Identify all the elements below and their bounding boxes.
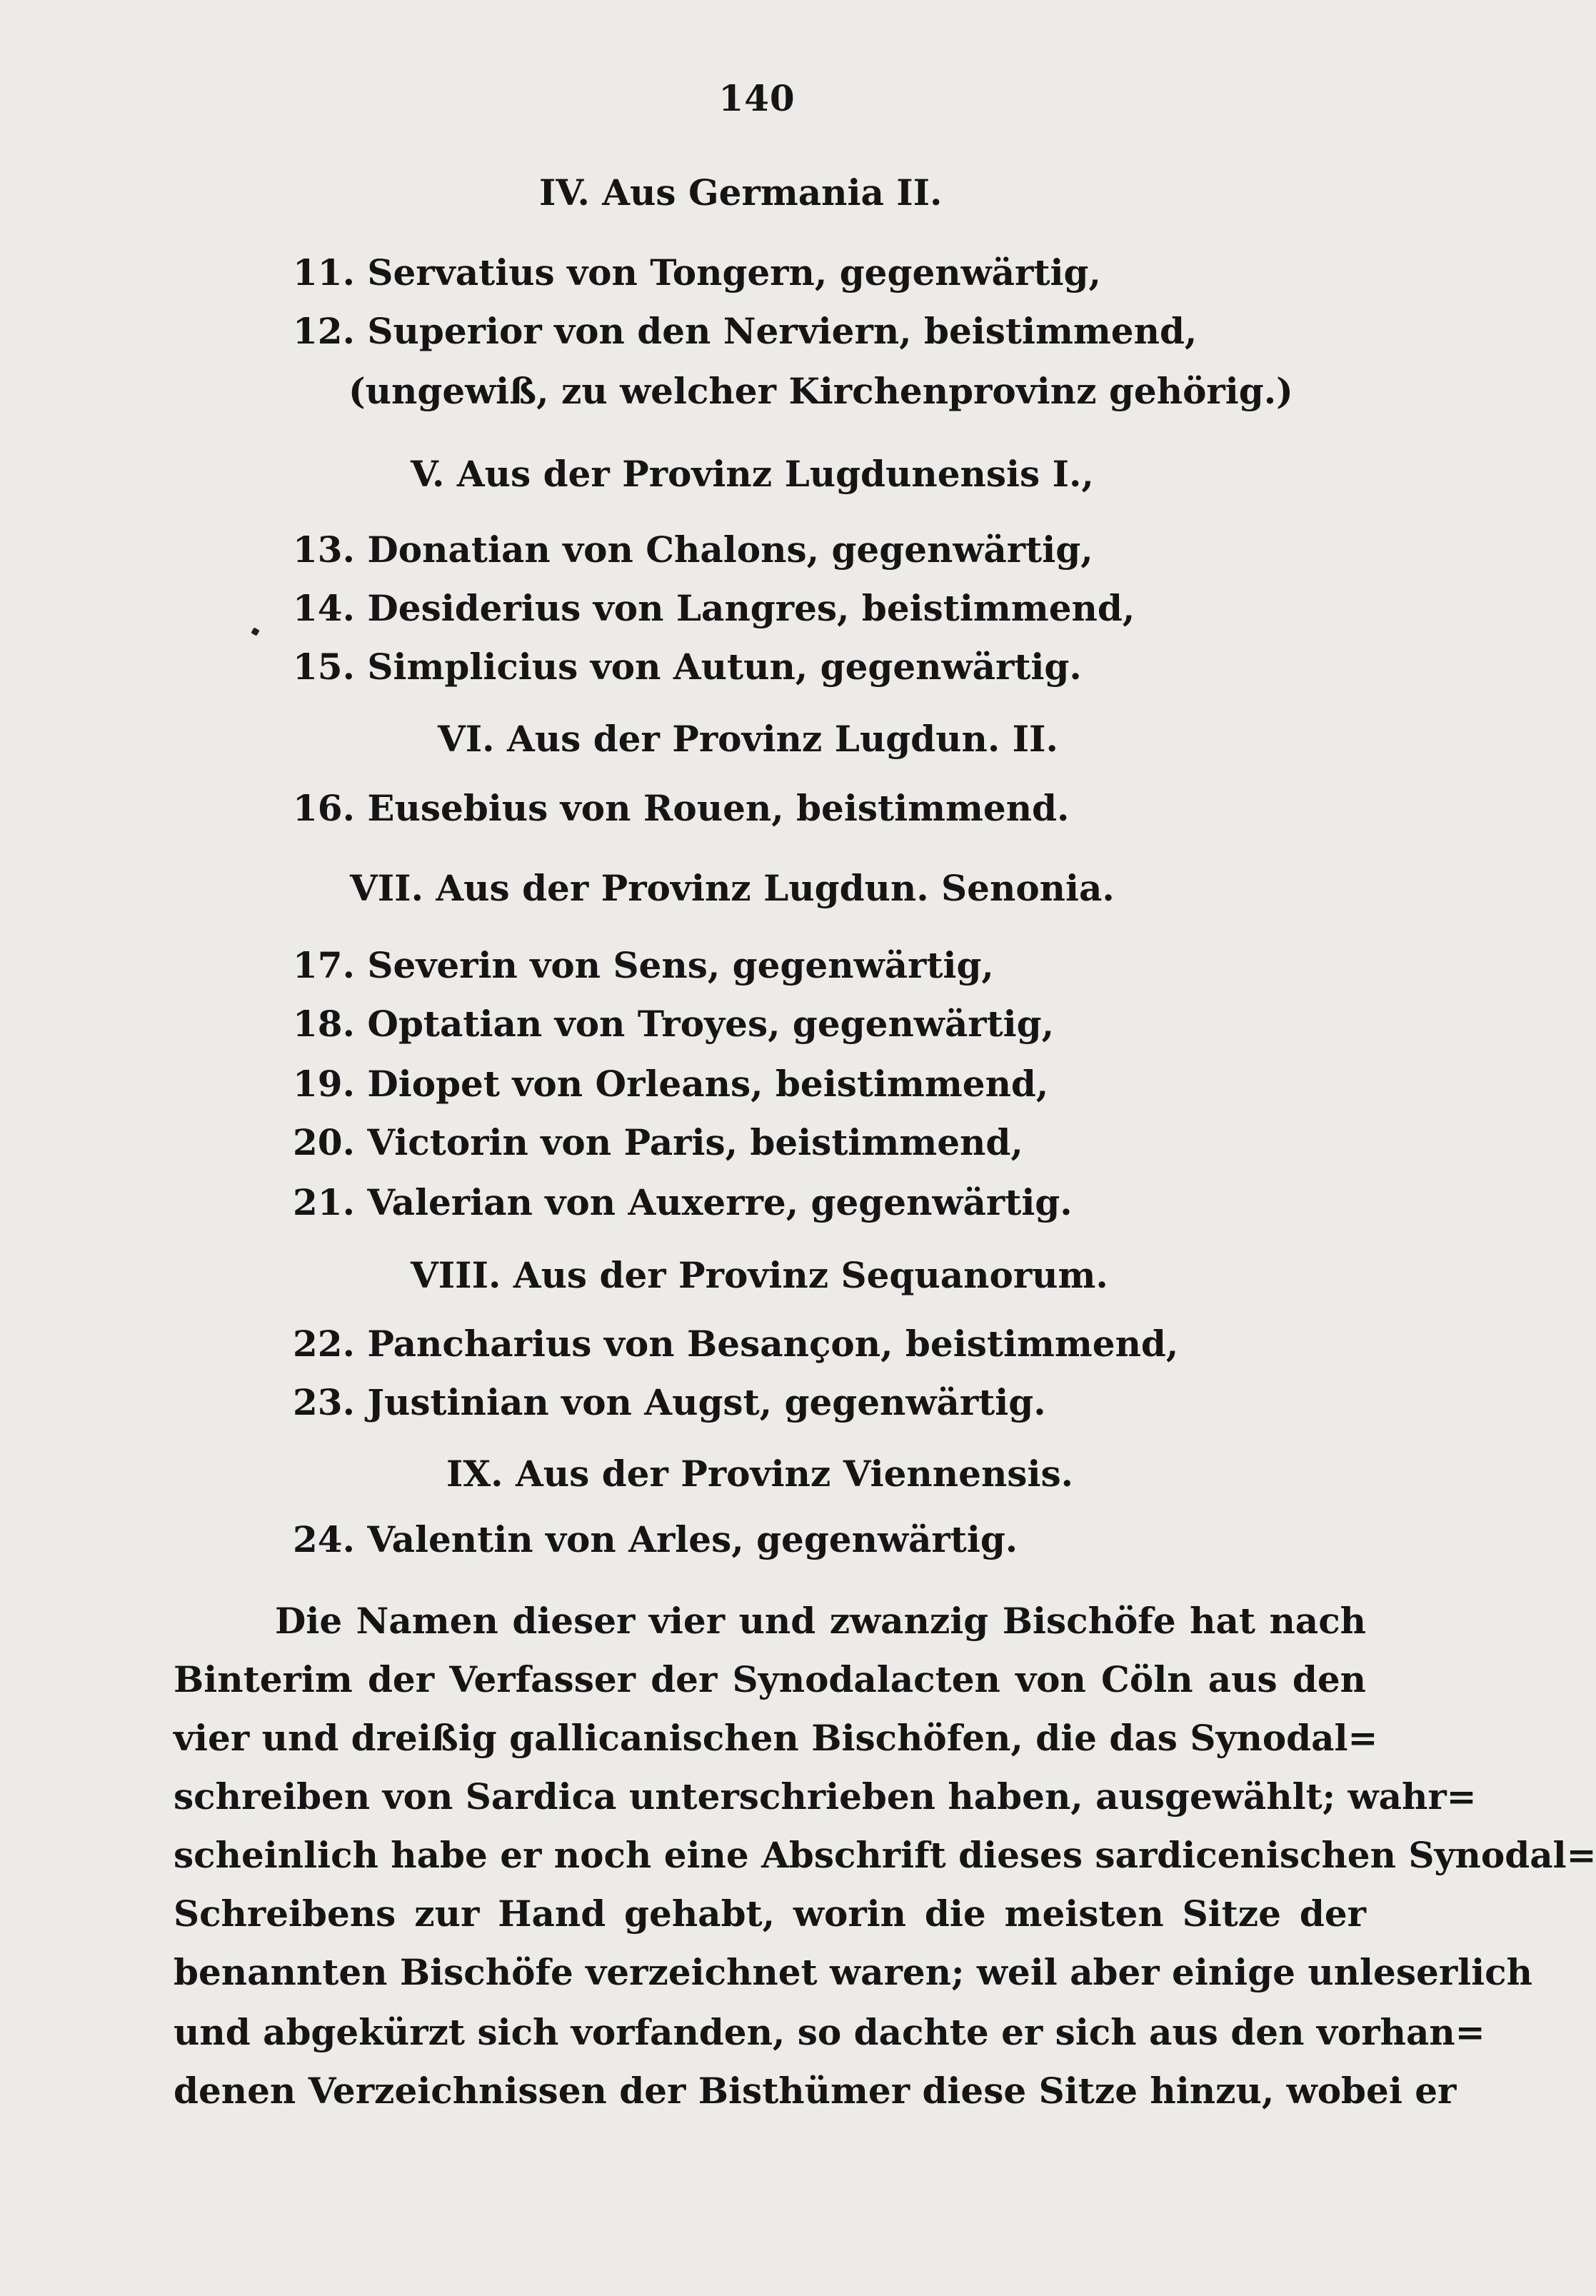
list-entry-22: 22. Pancharius von Besançon, beistimmend, (293, 1323, 1179, 1365)
list-entry-20: 20. Victorin von Paris, beistimmend, (293, 1121, 1023, 1163)
paragraph-line: Schreibens zur Hand gehabt, worin die meisten Sitze der (174, 1893, 1366, 1935)
list-entry-19: 19. Diopet von Orleans, beistimmend, (293, 1063, 1049, 1105)
section-heading-iv: IV. Aus Germania II. (539, 171, 943, 214)
margin-mark (251, 627, 259, 636)
list-entry-12-note: (ungewiß, zu welcher Kirchenprovinz gehörig.) (348, 370, 1293, 412)
list-entry-12: 12. Superior von den Nerviern, beistimmend, (293, 310, 1198, 352)
paragraph-line: schreiben von Sardica unterschrieben haben, ausgewählt; wahr= (174, 1775, 1477, 1818)
section-heading-vi: VI. Aus der Provinz Lugdun. II. (438, 718, 1058, 760)
section-heading-v: V. Aus der Provinz Lugdunensis I., (411, 453, 1094, 495)
list-entry-23: 23. Justinian von Augst, gegenwärtig. (293, 1381, 1046, 1423)
section-heading-vii: VII. Aus der Provinz Lugdun. Senonia. (350, 867, 1115, 909)
paragraph-line: scheinlich habe er noch eine Abschrift dieses sardicenischen Synodal= (174, 1834, 1596, 1876)
paragraph-line: vier und dreißig gallicanischen Bischöfen, die das Synodal= (174, 1717, 1378, 1759)
list-entry-17: 17. Severin von Sens, gegenwärtig, (293, 944, 994, 986)
section-heading-viii: VIII. Aus der Provinz Sequanorum. (411, 1254, 1108, 1296)
list-entry-13: 13. Donatian von Chalons, gegenwärtig, (293, 528, 1093, 571)
list-entry-21: 21. Valerian von Auxerre, gegenwärtig. (293, 1181, 1073, 1223)
list-entry-16: 16. Eusebius von Rouen, beistimmend. (293, 787, 1070, 829)
section-heading-ix: IX. Aus der Provinz Viennensis. (446, 1453, 1074, 1495)
list-entry-18: 18. Optatian von Troyes, gegenwärtig, (293, 1003, 1055, 1045)
paragraph-line: Binterim der Verfasser der Synodalacten von Cöln aus den (174, 1658, 1366, 1700)
list-entry-15: 15. Simplicius von Autun, gegenwärtig. (293, 646, 1082, 688)
list-entry-14: 14. Desiderius von Langres, beistimmend, (293, 587, 1135, 629)
list-entry-11: 11. Servatius von Tongern, gegenwärtig, (293, 251, 1101, 294)
page-number: 140 (718, 77, 796, 119)
paragraph-line: denen Verzeichnissen der Bisthümer diese Sitze hinzu, wobei er (174, 2070, 1457, 2112)
paragraph-line: benannten Bischöfe verzeichnet waren; weil aber einige unleserlich (174, 1951, 1532, 1993)
paragraph-line: Die Namen dieser vier und zwanzig Bischöfe hat nach (275, 1600, 1366, 1642)
list-entry-24: 24. Valentin von Arles, gegenwärtig. (293, 1518, 1018, 1560)
paragraph-line: und abgekürzt sich vorfanden, so dachte er sich aus den vorhan= (174, 2011, 1485, 2053)
